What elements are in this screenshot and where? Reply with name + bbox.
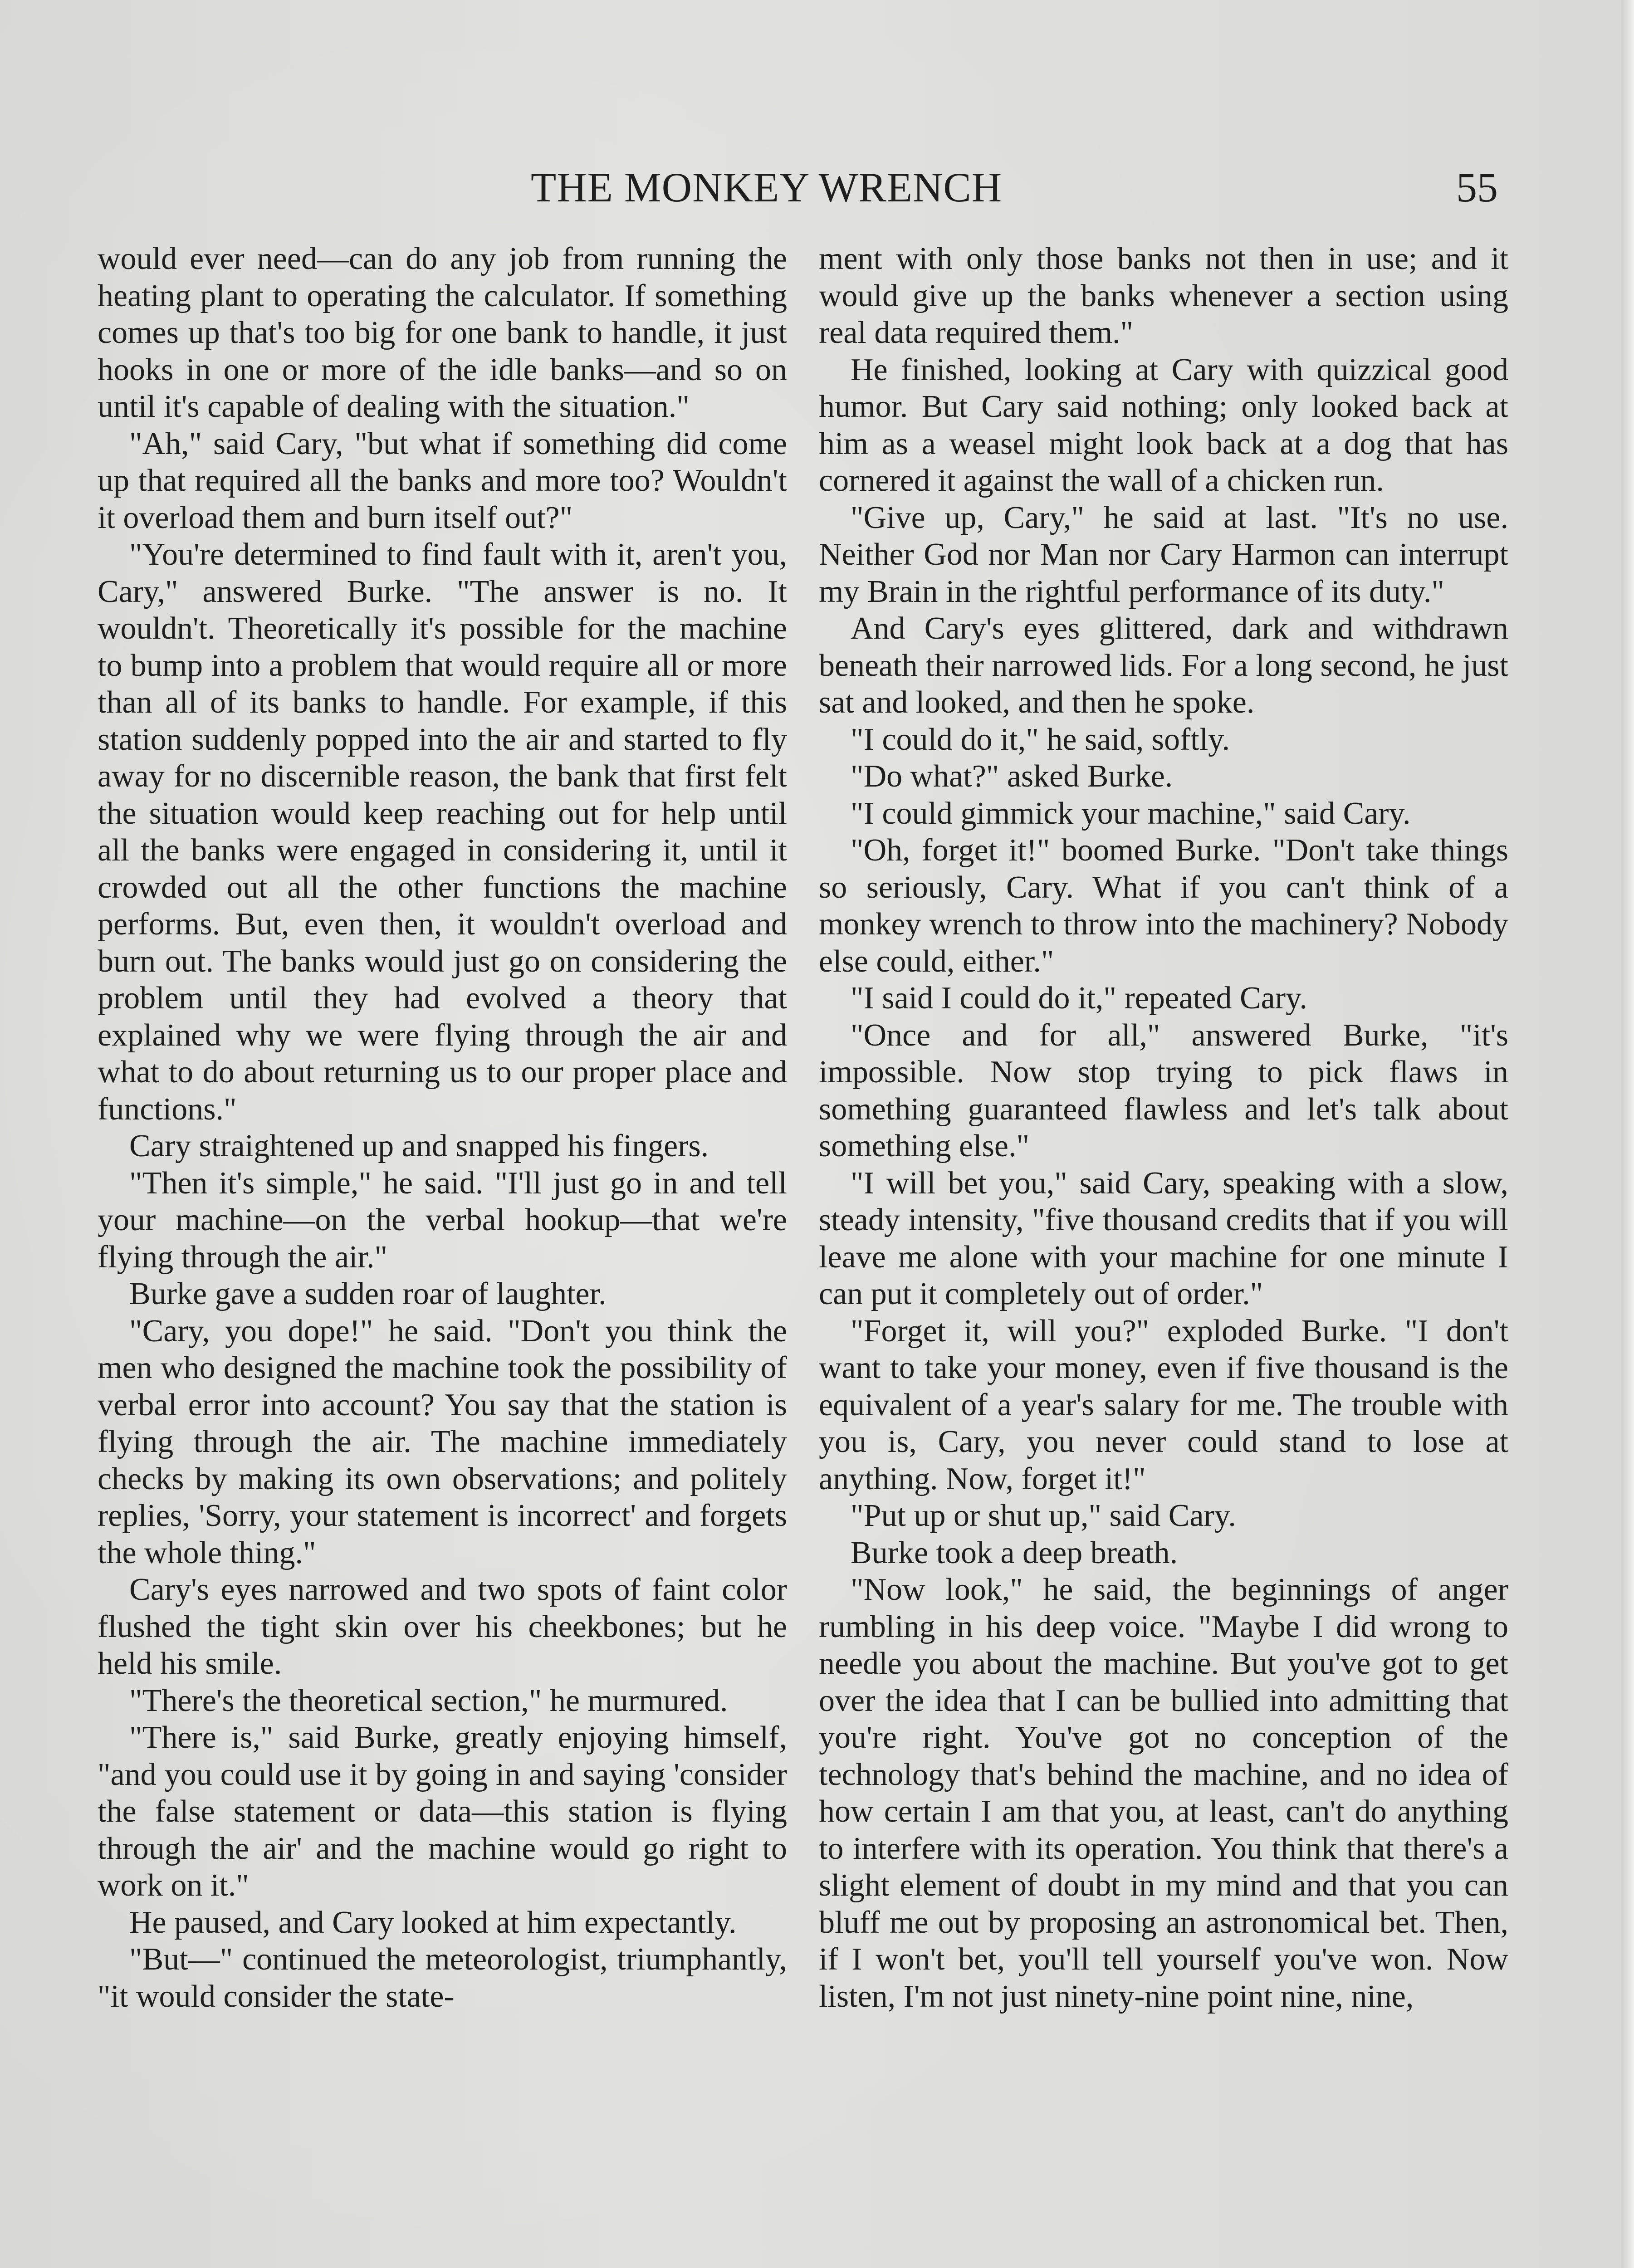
- paragraph: would ever need—can do any job from running the heating plant to operating the calculator. If something comes up that's too big for one bank to handle, it just hooks in one or more of the idle banks—and so on until it's capable of dealing with the situation.": [98, 241, 787, 424]
- running-head-title: THE MONKEY WRENCH: [531, 164, 1003, 210]
- paragraph: "I could do it," he said, softly.: [851, 722, 1230, 757]
- paragraph: "Forget it, will you?" exploded Burke. "I don't want to take your money, even if five thousand is the equivalent of a year's salary for me. The trouble with you is, Cary, you never could stand to lose at anything. Now, forget it!": [819, 1313, 1508, 1496]
- paragraph: Burke took a deep breath.: [851, 1535, 1178, 1570]
- paragraph: And Cary's eyes glittered, dark and withdrawn beneath their narrowed lids. For a long second, he just sat and looked, and then he spoke.: [819, 611, 1508, 720]
- page-edge: [1621, 0, 1634, 2268]
- paragraph: "You're determined to find fault with it, aren't you, Cary," answered Burke. "The answer is no. It wouldn't. Theoretically it's possible for the machine to bump into a problem that would require all or more than all of its banks to handle. For example, if this station suddenly popped into the air and started to fly away for no discernible reason, the bank that first felt the situation would keep reaching out for help until all the banks were engaged in considering it, until it crowded out all the other functions the machine performs. But, even then, it wouldn't overload and burn out. The banks would just go on considering the problem until they had evolved a theory that explained why we were flying through the air and what to do about returning us to our proper place and functions.": [98, 537, 787, 1127]
- paragraph: "Give up, Cary," he said at last. "It's no use. Neither God nor Man nor Cary Harmon can interrupt my Brain in the rightful performance of its duty.": [819, 500, 1508, 609]
- paragraph: "Oh, forget it!" boomed Burke. "Don't take things so seriously, Cary. What if you can't think of a monkey wrench to throw into the machinery? Nobody else could, either.": [819, 833, 1508, 979]
- paragraph: Cary's eyes narrowed and two spots of faint color flushed the tight skin over his cheekbones; but he held his smile.: [98, 1572, 787, 1681]
- page-number: 55: [1456, 164, 1498, 210]
- paragraph: "I could gimmick your machine," said Cary.: [851, 796, 1411, 831]
- paragraph: "Do what?" asked Burke.: [851, 759, 1173, 794]
- paragraph: "I said I could do it," repeated Cary.: [851, 981, 1308, 1016]
- paragraph: He finished, looking at Cary with quizzical good humor. But Cary said nothing; only looked back at him as a weasel might look back at a dog that has cornered it against the wall of a chicken run.: [819, 352, 1508, 498]
- paragraph: "There's the theoretical section," he murmured.: [129, 1683, 728, 1718]
- paragraph: "But—" continued the meteorologist, triumphantly, "it would consider the state-: [98, 1942, 787, 2014]
- paragraph: "There is," said Burke, greatly enjoying himself, "and you could use it by going in and saying 'consider the false statement or data—this station is flying through the air' and the machine would go right to work on it.": [98, 1720, 787, 1903]
- paragraph: ment with only those banks not then in use; and it would give up the banks whenever a section using real data required them.": [819, 241, 1508, 350]
- paragraph: "Once and for all," answered Burke, "it's impossible. Now stop trying to pick flaws in something guaranteed flawless and let's talk about something else.": [819, 1017, 1508, 1163]
- paragraph: Burke gave a sudden roar of laughter.: [129, 1276, 607, 1311]
- paragraph: "Put up or shut up," said Cary.: [851, 1498, 1236, 1533]
- paragraph: "Ah," said Cary, "but what if something did come up that required all the banks and more too? Wouldn't it overload them and burn itself out?": [98, 426, 787, 535]
- right-text-column: [819, 240, 1508, 2015]
- paragraph: "Cary, you dope!" he said. "Don't you think the men who designed the machine took the possibility of verbal error into account? You say that the station is flying through the air. The machine immediately checks by making its own observations; and politely replies, 'Sorry, your statement is incorrect' and forgets the whole thing.": [98, 1313, 787, 1570]
- paragraph: "I will bet you," said Cary, speaking with a slow, steady intensity, "five thousand credits that if you will leave me alone with your machine for one minute I can put it completely out of order.": [819, 1165, 1508, 1311]
- paragraph: "Now look," he said, the beginnings of anger rumbling in his deep voice. "Maybe I did wrong to needle you about the machine. But you've got to get over the idea that I can be bullied into admitting that you're right. You've got no conception of the technology that's behind the machine, and no idea of how certain I am that you, at least, can't do anything to interfere with its operation. You think that there's a slight element of doubt in my mind and that you can bluff me out by proposing an astronomical bet. Then, if I won't bet, you'll tell yourself you've won. Now listen, I'm not just ninety-nine point nine, nine,: [819, 1572, 1508, 2014]
- paragraph: Cary straightened up and snapped his fingers.: [129, 1129, 709, 1163]
- paragraph: "Then it's simple," he said. "I'll just go in and tell your machine—on the verbal hookup—that we're flying through the air.": [98, 1165, 787, 1275]
- paragraph: He paused, and Cary looked at him expectantly.: [129, 1905, 737, 1940]
- left-text-column: [98, 240, 787, 2015]
